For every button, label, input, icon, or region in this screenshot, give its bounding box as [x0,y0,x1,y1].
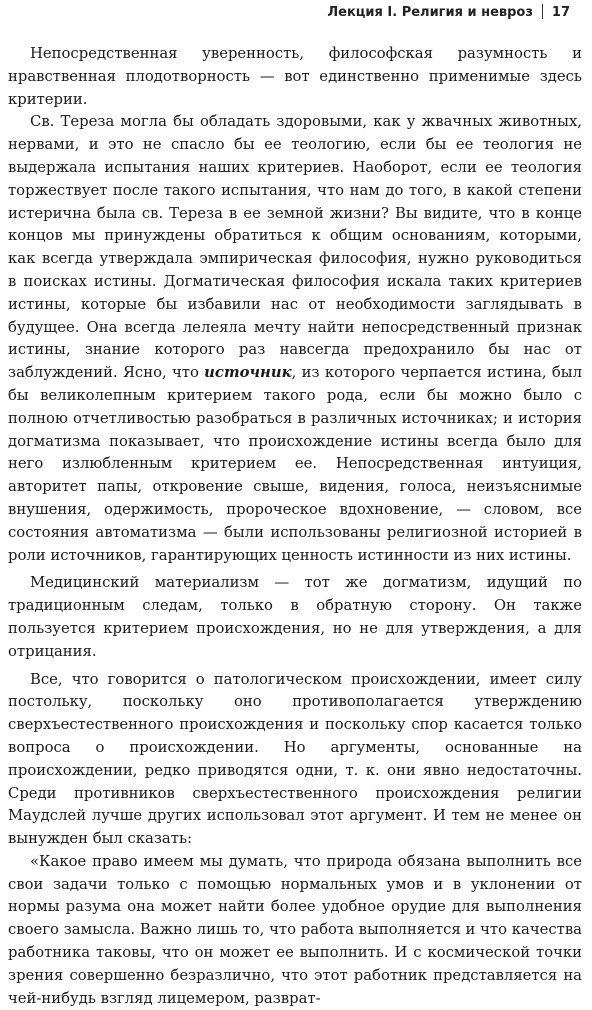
paragraph-teresa [8,111,582,567]
paragraph-materialism: Медицинский материализм — тот же догматизм, идущий по традиционным следам, только в обратную сторону. Он также пользуется критерием происхождения, но не для утверждения, а для отрицания. [8,574,582,660]
page-number: 17 [551,5,570,20]
emphasized-word: источник [204,364,292,382]
paragraph-criteria: Непосредственная уверенность, философская разумность и нравственная плодотворность — вот единственно применимые здесь критерии. [8,45,582,108]
paragraph-teresa-part2: , из которого черпается истина, был бы великолепным критерием такого рода, если бы можно было с полною отчетливостью разобраться в различных источниках; и история догматизма показывает, что происхождение истины всегда было для него излюбленным критерием ее. Непосредственная интуиция, авторитет папы, откровение свыше, видения, голоса, неизъяснимые внушения, одержимость, пророческое вдохновение, — словом, все состояния автоматизма — были использованы религиозной историей в роли источников, гарантирующих ценность истинности из них истины. [8,364,582,564]
paragraph-teresa-part1: Св. Тереза могла бы обладать здоровыми, как у жвачных животных, нервами, и это не спасло бы ее теологию, если бы ее теология не выдержала испытания наших критериев. Наоборот, если ее теология торжествует после такого испытания, что нам до того, в какой степени истерична была св. Тереза в ее земной жизни? Вы видите, что в конце концов мы принуждены обратиться к общим основаниям, которыми, как всегда утверждала эмпирическая философия, нужно руководиться в поисках истины. Догматическая философия искала таких критериев истины, которые бы избавили нас от необходимости заглядывать в будущее. Она всегда лелеяла мечту найти непосредственный признак истины, знание которого раз навсегда предохранило бы нас от заблуждений. Ясно, что [8,113,582,382]
paragraph-origin: Все, что говорится о патологическом происхождении, имеет силу постольку, поскольку оно противополагается утверждению сверхъестественного происхождения и поскольку спор касается только вопроса о происхождении. Но аргументы, основанные на происхождении, редко приводятся одни, т. к. они явно недостаточны. Среди противников сверхъестественного происхождения религии Маудслей лучше других использовал этот аргумент. И тем не менее он вынужден был сказать: [8,670,582,848]
body-text [8,43,582,1010]
paragraph-quote: «Какое право имеем мы думать, что природа обязана выполнить все свои задачи только с помощью нормальных умов и в уклонении от нормы разума она может найти более удобное орудие для выполнения своего замысла. Важно лишь то, что работа выполняется и что качества работника таковы, что он может ее выполнить. И с космической точки зрения совершенно безразлично, что этот работник представляется на чей-нибудь взгляд лицемером, разврат- [8,852,582,1007]
chapter-title: Лекция I. Религия и невроз [327,5,533,20]
running-header [327,4,570,22]
header-divider [542,4,543,19]
